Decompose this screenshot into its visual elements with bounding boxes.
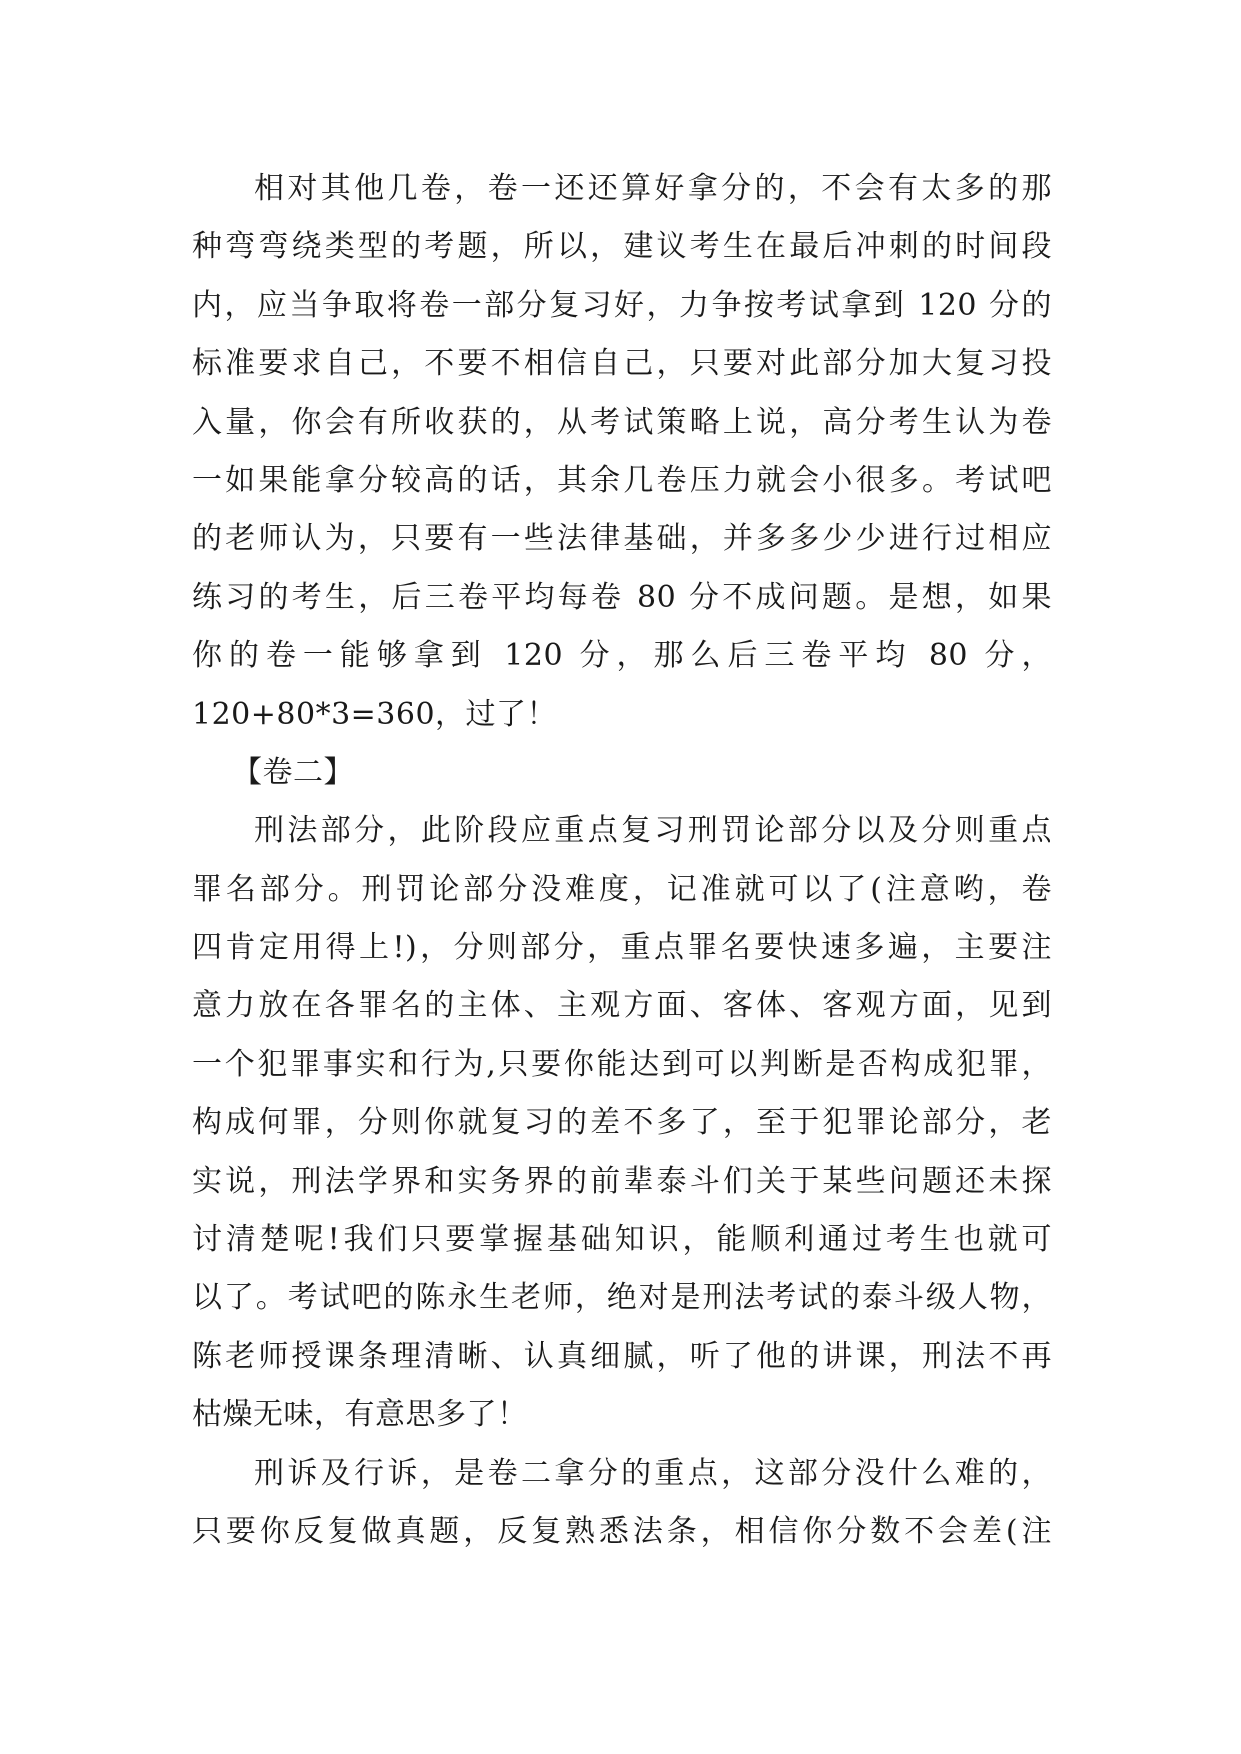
text-line: 枯燥无味，有意思多了！ [192, 1397, 528, 1433]
section-heading: 【卷二】 [232, 754, 354, 790]
text-line: 的老师认为，只要有一些法律基础，并多多少少进行过相应 [192, 521, 1052, 557]
text-line: 标准要求自己，不要不相信自己，只要对此部分加大复习投 [192, 346, 1052, 382]
text-line: 一个犯罪事实和行为,只要你能达到可以判断是否构成犯罪， [192, 1046, 1052, 1082]
text-line: 刑诉及行诉，是卷二拿分的重点，这部分没什么难的， [254, 1455, 1052, 1491]
document-body [192, 160, 1052, 1561]
text-line: 刑法部分，此阶段应重点复习刑罚论部分以及分则重点 [254, 813, 1052, 849]
text-line: 120+80*3=360，过了！ [192, 696, 558, 732]
text-line: 你的卷一能够拿到 120 分，那么后三卷平均 80 分， [192, 638, 1052, 674]
text-line: 意力放在各罪名的主体、主观方面、客体、客观方面，见到 [192, 988, 1052, 1024]
text-line: 构成何罪，分则你就复习的差不多了，至于犯罪论部分，老 [192, 1105, 1052, 1141]
text-line: 陈老师授课条理清晰、认真细腻，听了他的讲课，刑法不再 [192, 1338, 1052, 1374]
text-line: 实说，刑法学界和实务界的前辈泰斗们关于某些问题还未探 [192, 1163, 1052, 1199]
text-line: 只要你反复做真题，反复熟悉法条，相信你分数不会差(注 [192, 1513, 1052, 1549]
text-line: 罪名部分。刑罚论部分没难度，记准就可以了(注意哟，卷 [192, 871, 1052, 907]
text-line: 种弯弯绕类型的考题，所以，建议考生在最后冲刺的时间段 [192, 229, 1052, 265]
text-line: 四肯定用得上!)，分则部分，重点罪名要快速多遍，主要注 [192, 930, 1052, 966]
text-line: 入量，你会有所收获的，从考试策略上说，高分考生认为卷 [192, 404, 1052, 440]
text-line: 相对其他几卷，卷一还还算好拿分的，不会有太多的那 [254, 171, 1052, 206]
text-line: 一如果能拿分较高的话，其余几卷压力就会小很多。考试吧 [192, 462, 1052, 498]
text-line: 内，应当争取将卷一部分复习好，力争按考试拿到 120 分的 [192, 287, 1052, 323]
text-line: 讨清楚呢!我们只要掌握基础知识，能顺利通过考生也就可 [192, 1222, 1052, 1258]
text-line: 练习的考生，后三卷平均每卷 80 分不成问题。是想，如果 [192, 579, 1052, 615]
text-line: 以了。考试吧的陈永生老师，绝对是刑法考试的泰斗级人物， [192, 1280, 1052, 1316]
